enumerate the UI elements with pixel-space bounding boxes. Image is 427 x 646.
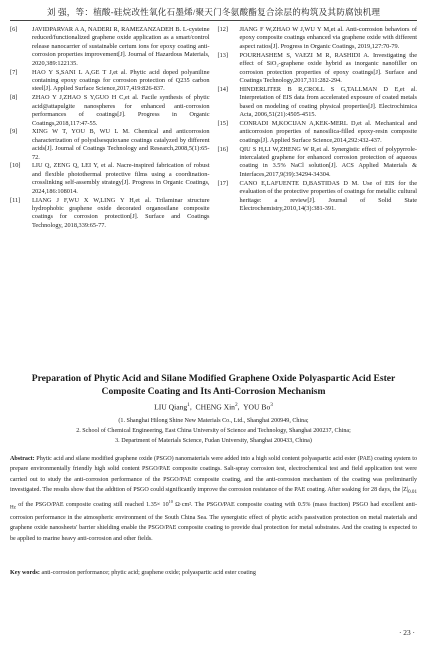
author-name: LIU Qiang — [154, 402, 188, 412]
running-head: 刘 强，等：植酸-硅烷改性氧化石墨烯/聚天门冬氨酸酯复合涂层的构筑及其防腐蚀机理 — [46, 7, 381, 17]
reference-number: [6] — [10, 26, 18, 33]
reference-number: [15] — [217, 119, 228, 127]
reference-text: LIU Q, ZENG Q, LEI Y, et al. Nacre-inspired fabrication of robust and flexible photothermal protective films using a coordination-crosslinking self-assembly strategy[J]. Progress in Organic Coatings, 2024,186:108014. — [32, 162, 210, 195]
english-title — [12, 372, 415, 398]
reference-number: [9] — [10, 128, 18, 136]
reference-item — [218, 26, 418, 51]
affiliation-line: (1. Shanghai Hilong Shine New Materials Co., Ltd., Shanghai 200949, China; — [118, 418, 309, 424]
reference-item — [218, 146, 418, 180]
reference-number: [16] — [217, 145, 228, 153]
abstract — [10, 454, 417, 544]
reference-column-left — [10, 26, 210, 360]
abstract-superscript: 10 — [168, 499, 173, 505]
header-divider — [10, 20, 417, 21]
english-title-line: Composite Coating and Its Anti-Corrosion Mechanism — [101, 386, 326, 397]
keywords-label: Key words: — [10, 570, 40, 576]
reference-column-right — [218, 26, 418, 360]
reference-text: HINDERLITER B R,CROLL S G,TALLMAN D E,et al. Interpretation of EIS data from accelerated exposure of coated metals based on modeling of coating physical properties[J]. Electrochimica Acta, 2006,51(21):4505-4515. — [239, 85, 417, 119]
reference-item — [10, 69, 210, 94]
author-affiliation-mark: 3 — [270, 402, 273, 408]
affiliation-line: 3. Department of Materials Science, Fudan University, Shanghai 200433, China) — [115, 438, 312, 444]
reference-item — [218, 180, 418, 214]
reference-text: XING W T, YOU B, WU L M. Chemical and anticorrosion characterization of polysilsesquioxane coatings catalyzed by different acids[J]. Journal of Coatings Technology and Research,2008,5(1):65-72. — [32, 128, 210, 161]
affiliation-line: 2. School of Chemical Engineering, East China University of Science and Technology, Shanghai 200237, China; — [76, 428, 351, 434]
reference-text: LIANG J F,WU X W,LING Y H,et al. Trilaminar structure hydrophobic graphene oxide decorated organosilane composite coatings for corrosion protection[J]. Surface and Coatings Technology, 2018,339:65-77. — [32, 196, 210, 229]
reference-number: [8] — [10, 94, 18, 102]
reference-item — [218, 120, 418, 145]
reference-text: JAVIDPARVAR A A, NADERI R, RAMEZANZADEH B. L-cysteine reduced/functionalized graphene oxide application as a smart/control release nanocarrier of sustainable cerium ions for epoxy coating anti-corrosion properties improvement[J]. Journal of Hazardous Materials, 2020,389:122135. — [32, 26, 210, 67]
reference-number: [13] — [217, 51, 228, 59]
author-affiliation-mark: 1 — [187, 402, 190, 408]
reference-number: [12] — [217, 26, 228, 33]
reference-text: CONRADI M,KOCIJAN A,KEK-MERL D,et al. Mechanical and anticorrosion properties of nanosilica-filled epoxy-resin composite coatings[J]. Applied Surface Science,2014,292:432-437. — [239, 119, 417, 144]
reference-number: [14] — [217, 85, 228, 93]
english-title-line: Preparation of Phytic Acid and Silane Modified Graphene Oxide Polyaspartic Acid Ester — [31, 373, 396, 384]
keywords-text: anti-corrosion performance; phytic acid; graphene oxide; polyaspartic acid ester coating — [39, 570, 256, 576]
reference-item — [218, 52, 418, 86]
reference-text: JIANG F W,ZHAO W J,WU Y M,et al. Anti-corrosion behaviors of epoxy composite coatings enhanced via graphene oxide with different aspect ratios[J]. Progress in Organic Coatings, 2019,127:70-79. — [239, 26, 417, 50]
reference-item — [10, 128, 210, 162]
reference-text: HAO Y S,SANI L A,GE T J,et al. Phytic acid doped polyaniline containing epoxy coatings for corrosion protection of Q235 carbon steel[J]. Applied Surface Science,2017,419:826-837. — [32, 68, 210, 93]
keywords — [10, 568, 417, 578]
reference-number: [11] — [10, 196, 21, 204]
reference-number: [10] — [10, 162, 21, 170]
abstract-text: Ω·cm². The PSGO/PAE composite coating with 0.5% (mass fraction) PSGO had excellent anti-corrosion performance in the atmospheric environment of the South China Sea. The synergistic effect of phytic acid's passivation protection on metal materials and graphene oxide nanosheets' barrier shielding enable the PSGO/PAE composite coating to provide dual protection for metal substrates. And the coating is expected to be applied to marine heavy anti-corrosion and other fields. — [10, 502, 417, 542]
reference-item — [10, 162, 210, 196]
reference-number: [17] — [217, 179, 228, 187]
reference-item — [218, 86, 418, 120]
author-affiliation-mark: 2 — [234, 402, 238, 408]
reference-text: QIU S H,LI W,ZHENG W R,et al. Synergistic effect of polypyrrole-intercalated graphene for enhanced corrosion protection of aqueous coating in 3.5% NaCl solution[J]. ACS Applied Materials & Interfaces,2017,9(39):34294-34304. — [239, 145, 417, 178]
author-name: YOU Bo — [243, 402, 271, 412]
reference-text: CANO E,LAFUENTE D,BASTIDAS D M. Use of EIS for the evaluation of the protective properties of coatings for metallic cultural heritage: a review[J]. Journal of Solid State Electrochemistry,2010,14(3):381-391. — [239, 179, 417, 212]
reference-item — [10, 26, 210, 68]
abstract-label: Abstract: — [10, 456, 35, 462]
author-line: LIU Qiang$^1$, CHENG Xin$^2$, YOU Bo$^3$ — [154, 402, 273, 412]
reference-number: [7] — [10, 68, 18, 76]
abstract-text: of the PSGO/PAE composite coating still reached 1.35× 10 — [15, 502, 169, 509]
reference-item — [10, 197, 210, 231]
author-name: CHENG Xin — [195, 402, 235, 412]
affiliations — [8, 416, 419, 446]
reference-text: POURHASHEM S, VAEZI M R, RASHIDI A. Investigating the effect of SiO₂-graphene oxide hybrid as inorganic nanofiller on corrosion protection properties of epoxy coatings[J]. Surface and Coatings Technology,2017,311:282-294. — [239, 51, 417, 85]
reference-list — [10, 26, 417, 360]
reference-text: ZHAO Y J,ZHAO S Y,GUO H C,et al. Facile synthesis of phytic acid@attapulgite nanospheres for enhanced anti-corrosion performances of coatings[J]. Progress in Organic Coatings,2018,117:47-55. — [32, 94, 210, 127]
page-number: · 23 · — [398, 628, 415, 637]
abstract-text: Phytic acid and silane modified graphene oxide (PSGO) nanomaterials were added into a high solid content polyaspartic acid ester (PAE) coating system to prepare environmentally friendly high solid content PSGO/PAE composite coatings. Salt-spray corrosion test, electrochemical test and field application test were carried out to study the anti-corrosion performance of the PSGO/PAE composite coating, and the anti-corrosion mechanism of the coating was preliminarily investigated. The results show that the addition of PSGO could significantly improve the corrosion resistance of the PAE coating. After soaking for 28 days, the |Z| — [10, 456, 417, 493]
abstract-subscript: 0.01 Hz — [10, 489, 417, 511]
reference-item — [10, 94, 210, 128]
